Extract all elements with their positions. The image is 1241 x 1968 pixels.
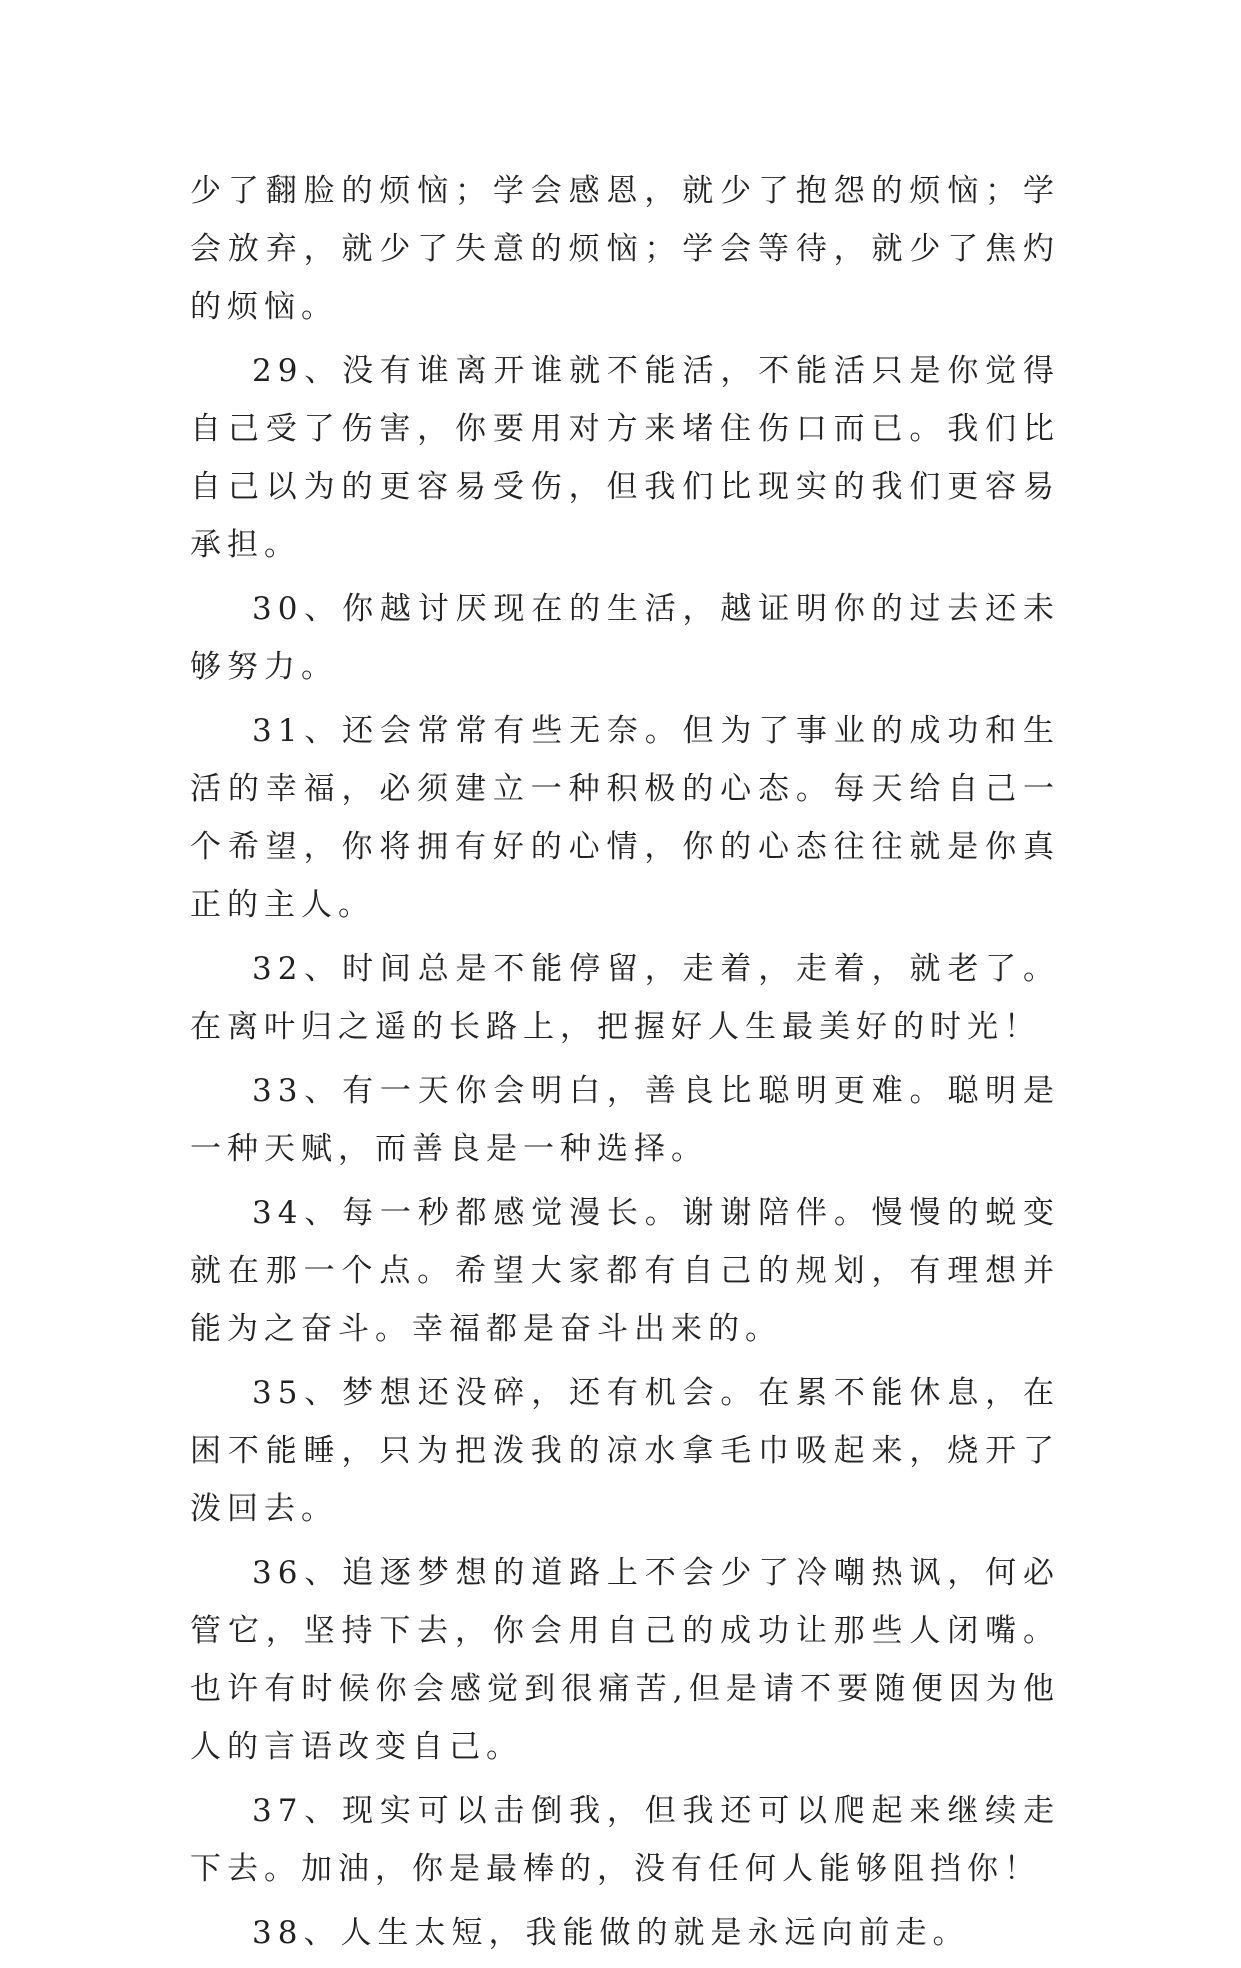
- paragraph-31: 31、还会常常有些无奈。但为了事业的成功和生活的幸福，必须建立一种积极的心态。每天给自己一个希望，你将拥有好的心情，你的心态往往就是你真正的主人。: [190, 713, 1060, 923]
- paragraph-37: 37、现实可以击倒我，但我还可以爬起来继续走下去。加油，你是最棒的，没有任何人能够阻挡你！: [190, 1793, 1060, 1887]
- paragraph-35: 35、梦想还没碎，还有机会。在累不能休息，在困不能睡，只为把泼我的凉水拿毛巾吸起来，烧开了泼回去。: [190, 1375, 1060, 1527]
- paragraph-38: 38、人生太短，我能做的就是永远向前走。: [252, 1915, 970, 1951]
- paragraph-36: 36、追逐梦想的道路上不会少了冷嘲热讽，何必管它，坚持下去，你会用自己的成功让那些人闭嘴。也许有时候你会感觉到很痛苦,但是请不要随便因为他人的言语改变自己。: [190, 1555, 1060, 1765]
- paragraph-29: 29、没有谁离开谁就不能活，不能活只是你觉得自己受了伤害，你要用对方来堵住伤口而已。我们比自己以为的更容易受伤，但我们比现实的我们更容易承担。: [190, 353, 1060, 563]
- paragraph-32: 32、时间总是不能停留，走着，走着，就老了。在离叶归之遥的长路上，把握好人生最美好的时光！: [190, 951, 1060, 1045]
- paragraph-30: 30、你越讨厌现在的生活，越证明你的过去还未够努力。: [190, 591, 1060, 685]
- paragraph-33: 33、有一天你会明白，善良比聪明更难。聪明是一种天赋，而善良是一种选择。: [190, 1073, 1060, 1167]
- paragraph-continuation: 少了翻脸的烦恼；学会感恩，就少了抱怨的烦恼；学会放弃，就少了失意的烦恼；学会等待，就少了焦灼的烦恼。: [190, 173, 1060, 325]
- paragraph-34: 34、每一秒都感觉漫长。谢谢陪伴。慢慢的蜕变就在那一个点。希望大家都有自己的规划，有理想并能为之奋斗。幸福都是奋斗出来的。: [190, 1195, 1060, 1347]
- document-body: [190, 162, 1060, 1968]
